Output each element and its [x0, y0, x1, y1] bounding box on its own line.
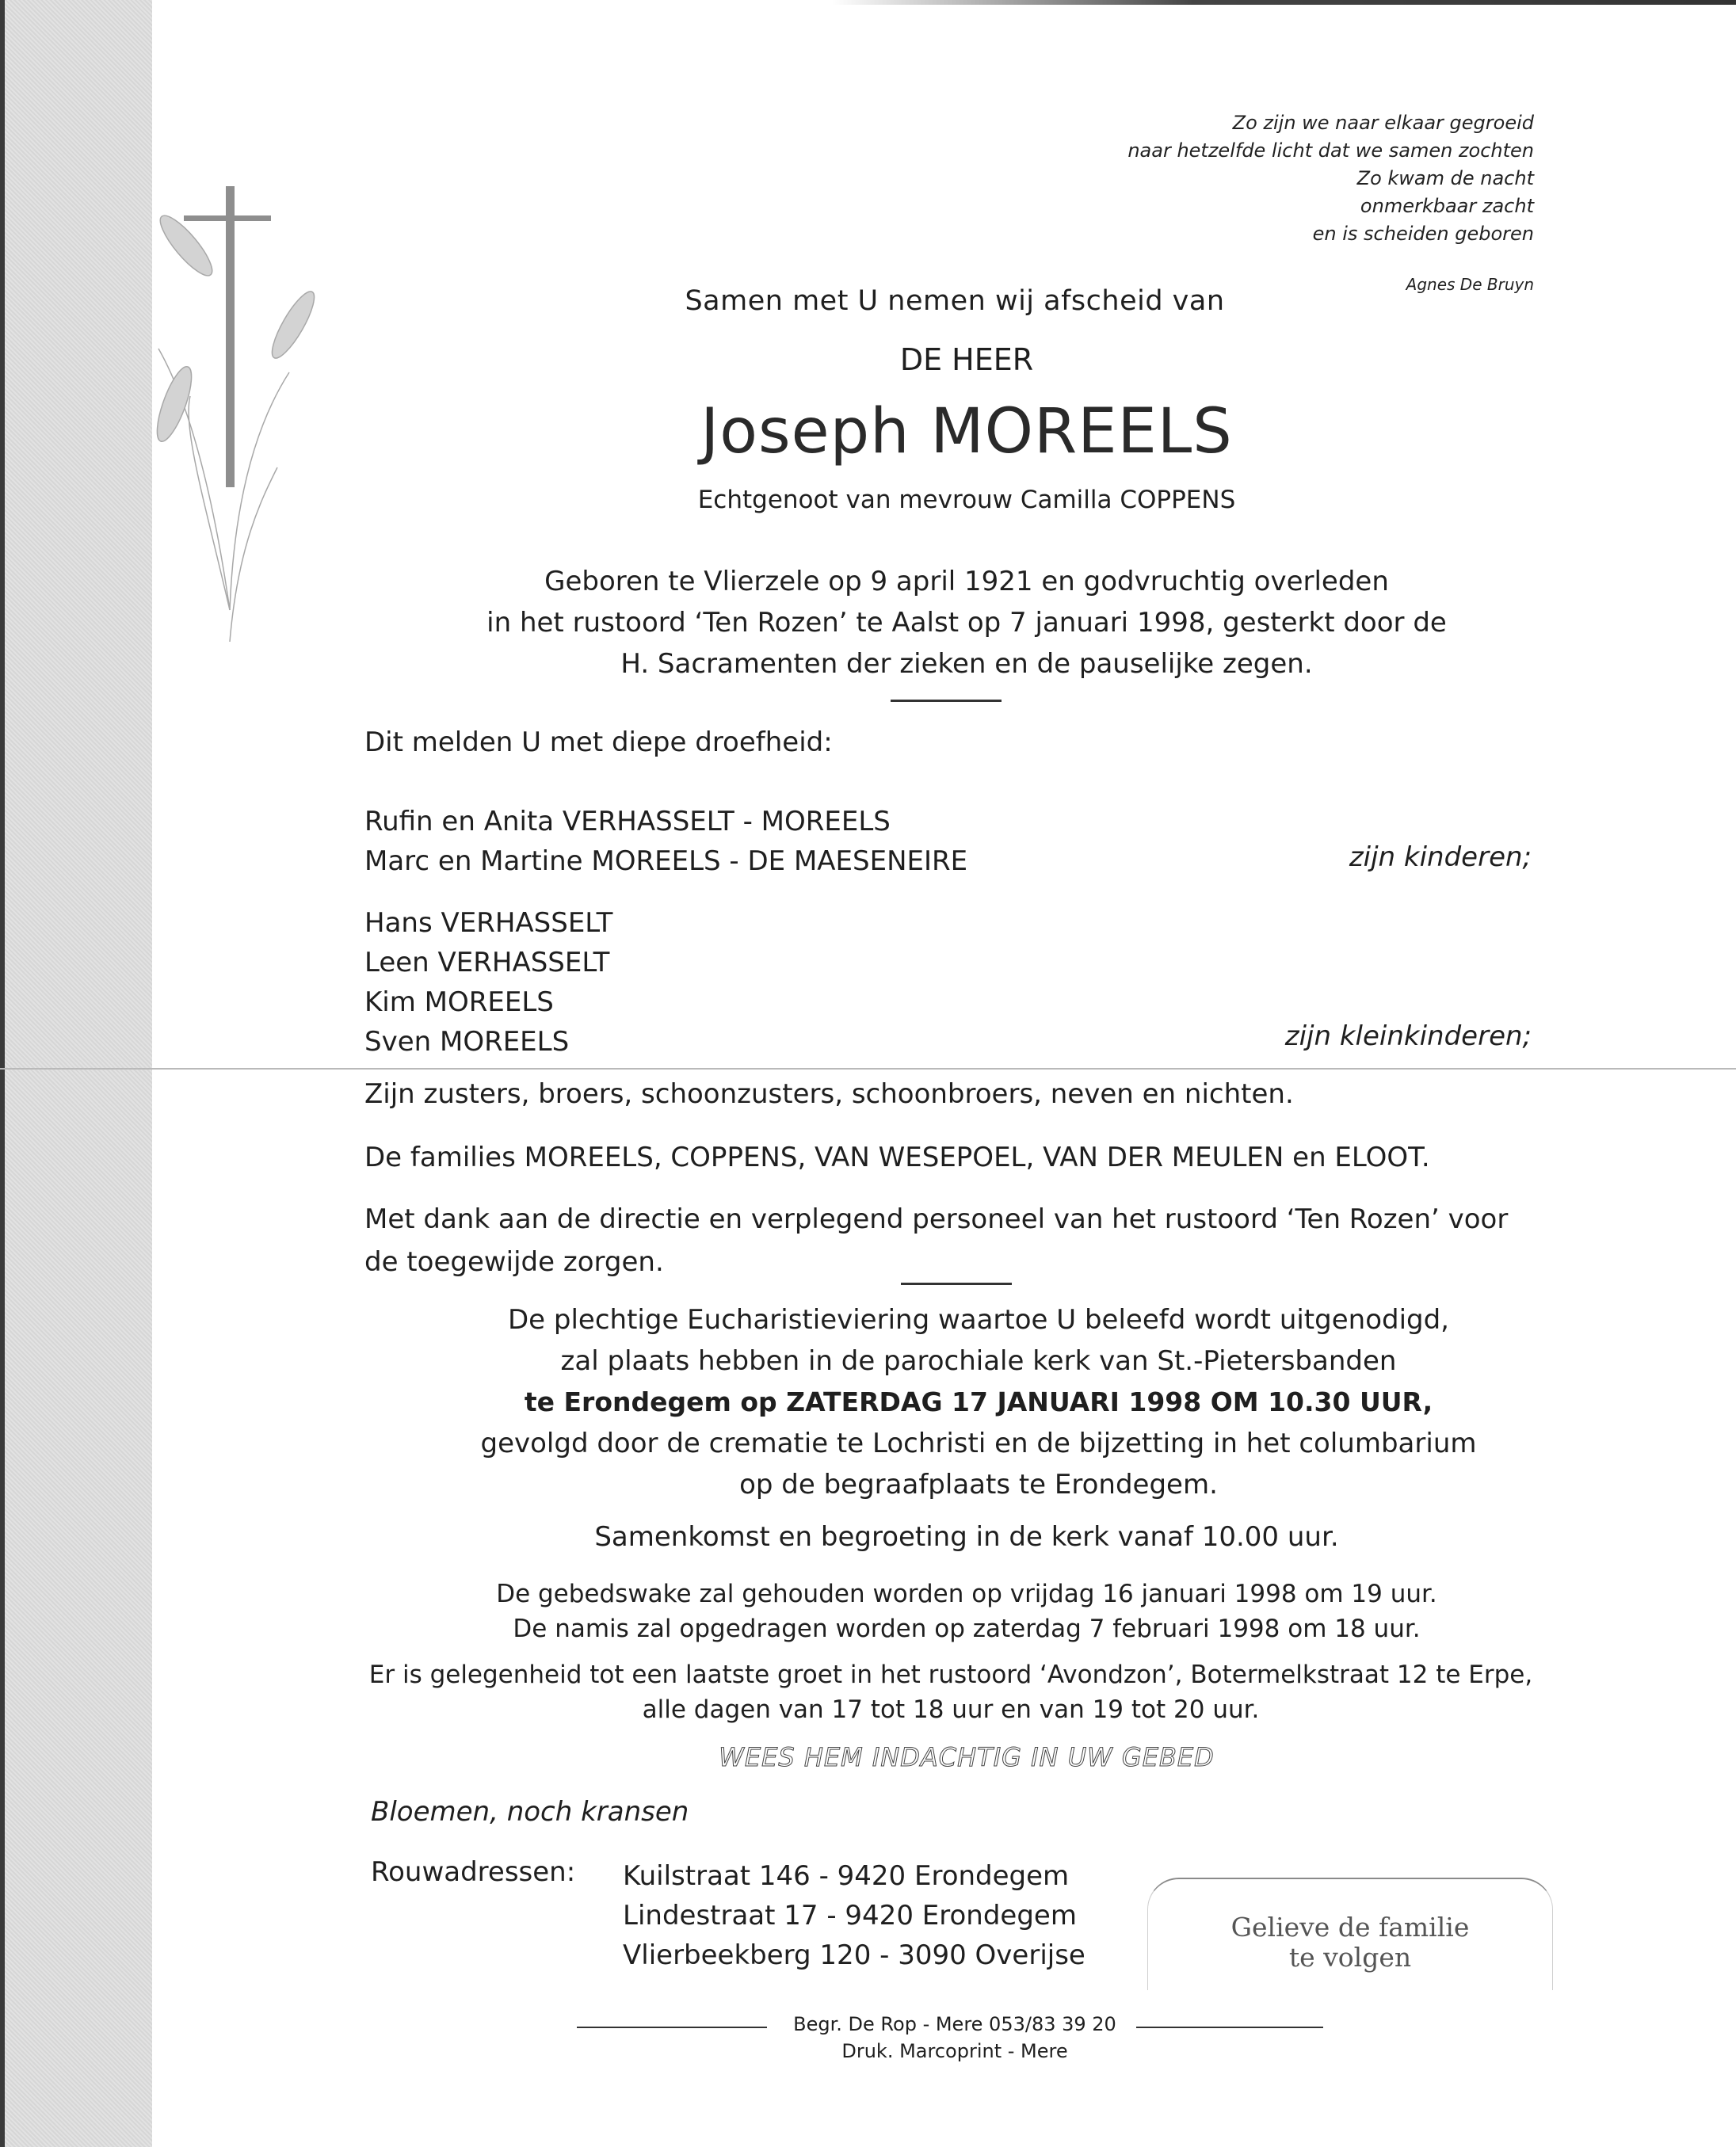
families-line: De families MOREELS, COPPENS, VAN WESEPOEL, VAN DER MEULEN en ELOOT.: [364, 1142, 1430, 1173]
spouse-line: Echtgenoot van mevrouw Camilla COPPENS: [697, 486, 1236, 514]
list-item: Marc en Martine MOREELS - DE MAESENEIRE: [364, 845, 968, 877]
poem: [1127, 109, 1534, 248]
divider: [901, 1283, 1012, 1285]
list-item: Sven MOREELS: [364, 1026, 570, 1058]
poem-author: Agnes De Bruyn: [1406, 275, 1534, 294]
birth-death-line: in het rustoord ‘Ten Rozen’ te Aalst op 7 januari 1998, gesterkt door de: [486, 607, 1447, 639]
undertaker-line: Begr. De Rop - Mere 053/83 39 20: [793, 2013, 1116, 2035]
announcement: Dit melden U met diepe droefheid:: [364, 726, 833, 758]
poem-line: Zo zijn we naar elkaar gegroeid: [1232, 112, 1534, 134]
prayer-text: WEES HEM INDACHTIG IN UW GEBED: [719, 1742, 1215, 1772]
follow-family-stamp: [1147, 1878, 1553, 1990]
ceremony-line: De plechtige Eucharistieviering waartoe U beleefd wordt uitgenodigd,: [507, 1304, 1449, 1336]
list-item: Leen VERHASSELT: [364, 947, 610, 978]
vigil-line: De gebedswake zal gehouden worden op vrijdag 16 januari 1998 om 19 uur.: [496, 1580, 1437, 1608]
ceremony-text: [0, 1299, 1736, 1505]
farewell-line: alle dagen van 17 tot 18 uur en van 19 tot 20 uur.: [642, 1695, 1260, 1724]
addresses-label: Rouwadressen:: [371, 1856, 576, 1888]
children-list: [364, 802, 967, 881]
vigil-text: [0, 1577, 1736, 1646]
addresses-list: [623, 1856, 1085, 1975]
list-item: Kim MOREELS: [364, 986, 554, 1018]
honorific: DE HEER: [899, 342, 1034, 377]
printer-line: Druk. Marcoprint - Mere: [841, 2040, 1068, 2062]
ceremony-date-line: [0, 1382, 1736, 1423]
poem-line: Zo kwam de nacht: [1356, 167, 1534, 189]
address-item: Lindestraat 17 - 9420 Erondegem: [623, 1900, 1077, 1932]
fold-line: [0, 1068, 1736, 1070]
footer: [0, 2011, 1736, 2065]
ceremony-line: zal plaats hebben in de parochiale kerk van St.-Pietersbanden: [560, 1345, 1397, 1377]
stamp-text: [1148, 1912, 1552, 1973]
children-role: zijn kinderen;: [1349, 841, 1532, 873]
ceremony-line: gevolgd door de crematie te Lochristi en de bijzetting in het columbarium: [480, 1428, 1477, 1459]
birth-death-line: Geboren te Vlierzele op 9 april 1921 en godvruchtig overleden: [544, 566, 1389, 597]
grandchildren-list: [364, 903, 612, 1062]
relatives-line: Zijn zusters, broers, schoonzusters, schoonbroers, neven en nichten.: [364, 1078, 1294, 1110]
poem-line: en is scheiden geboren: [1312, 223, 1534, 245]
stamp-line: te volgen: [1288, 1942, 1412, 1973]
poem-line: naar hetzelfde licht dat we samen zochten: [1127, 139, 1534, 162]
birth-death-line: H. Sacramenten der zieken en de pauselijke zegen.: [620, 648, 1313, 680]
birth-death-text: [0, 561, 1736, 685]
ceremony-line: op de begraafplaats te Erondegem.: [739, 1469, 1218, 1501]
grandchildren-role: zijn kleinkinderen;: [1284, 1020, 1532, 1052]
intro-text: Samen met U nemen wij afscheid van: [685, 285, 1225, 317]
address-item: Vlierbeekberg 120 - 3090 Overijse: [623, 1939, 1085, 1971]
farewell-line: Er is gelegenheid tot een laatste groet in het rustoord ‘Avondzon’, Botermelkstraat 12 te Erpe,: [368, 1661, 1533, 1689]
ceremony-datetime: ZATERDAG 17 JANUARI 1998 OM 10.30 UUR,: [786, 1386, 1433, 1417]
decorative-strip: [5, 0, 152, 2147]
flowers-note: Bloemen, noch kransen: [371, 1796, 689, 1828]
farewell-text: [0, 1657, 1736, 1727]
stamp-line: Gelieve de familie: [1230, 1912, 1470, 1943]
thanks-text: Met dank aan de directie en verplegend personeel van het rustoord ‘Ten Rozen’ voor de toegewijde zorgen.: [364, 1203, 1509, 1278]
list-item: Hans VERHASSELT: [364, 907, 613, 939]
requiem-line: De namis zal opgedragen worden op zaterdag 7 februari 1998 om 18 uur.: [513, 1615, 1421, 1643]
scan-top-edge: [832, 0, 1736, 5]
poem-line: onmerkbaar zacht: [1360, 195, 1534, 217]
deceased-name: Joseph MOREELS: [700, 396, 1233, 467]
list-item: Rufin en Anita VERHASSELT - MOREELS: [364, 806, 891, 837]
gathering-text: Samenkomst en begroeting in de kerk vanaf 10.00 uur.: [594, 1521, 1339, 1553]
address-item: Kuilstraat 146 - 9420 Erondegem: [623, 1860, 1070, 1892]
divider: [891, 700, 1002, 702]
ceremony-place: te Erondegem op: [524, 1386, 787, 1417]
